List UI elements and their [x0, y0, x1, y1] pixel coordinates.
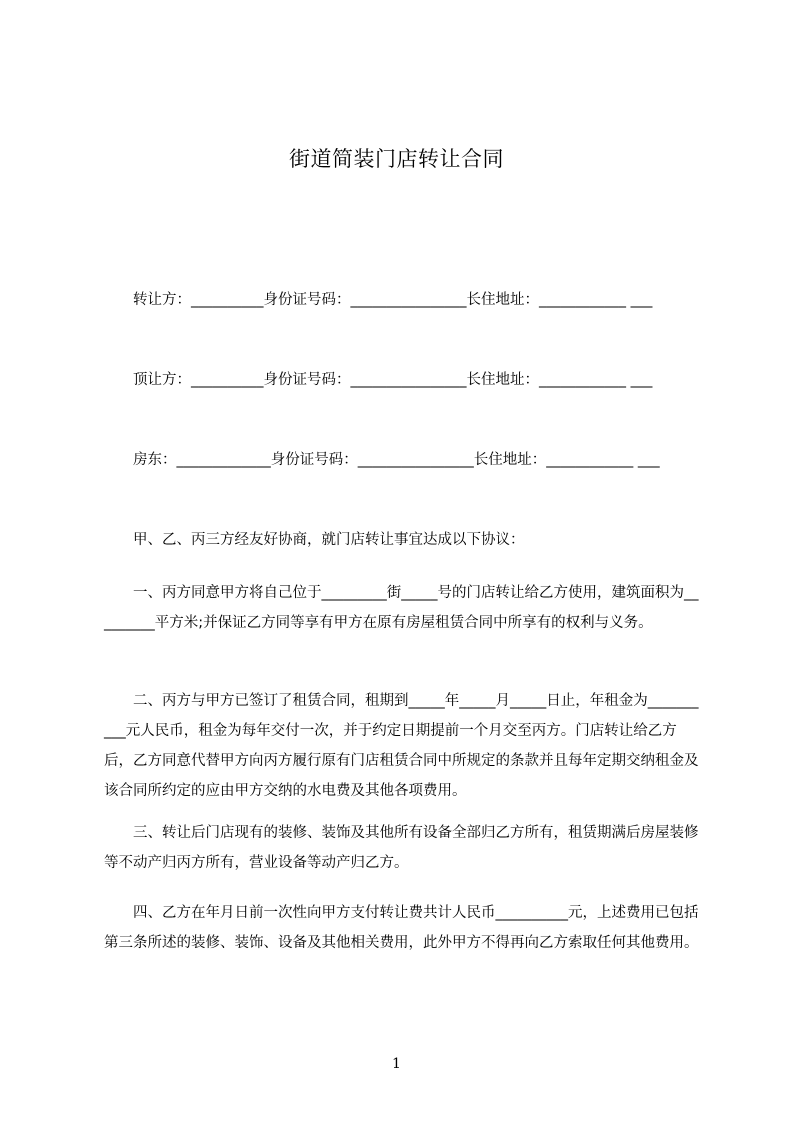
party-transferee-line: 顶让方：__________身份证号码：________________长住地址：____________ ___ — [133, 372, 653, 388]
page-number: 1 — [392, 1056, 401, 1072]
clause-1-paragraph: 一、丙方同意甲方将自己位于_________街_____号的门店转让给乙方使用，建筑面积为_________平方米;并保证乙方同等享有甲方在原有房屋租赁合同中所享有的权利与义务。 — [104, 585, 699, 631]
intro-paragraph: 甲、乙、丙三方经友好协商，就门店转让事宜达成以下协议： — [133, 532, 525, 548]
page-title: 街道简装门店转让合同 — [289, 147, 504, 171]
party-landlord-line: 房东：_____________身份证号码：________________长住地址：____________ ___ — [133, 452, 660, 468]
clause-3-paragraph: 三、转让后门店现有的装修、装饰及其他所有设备全部归乙方所有，租赁期满后房屋装修等不动产归丙方所有，营业设备等动产归乙方。 — [104, 825, 699, 871]
clause-4-paragraph: 四、乙方在年月日前一次性向甲方支付转让费共计人民币__________元，上述费用已包括第三条所述的装修、装饰、设备及其他相关费用，此外甲方不得再向乙方索取任何其他费用。 — [104, 905, 699, 951]
party-transferor-line: 转让方：__________身份证号码：________________长住地址：____________ ___ — [133, 292, 653, 308]
clause-2-paragraph: 二、丙方与甲方已签订了租赁合同，租期到_____年_____月_____日止，年租金为__________元人民币，租金为每年交付一次，并于约定日期提前一个月交至丙方。门店转让给乙方后，乙方同意代替甲方向丙方履行原有门店租赁合同中所规定的条款并且每年定期交纳租金及该合同所约定的应由甲方交纳的水电费及其他各项费用。 — [104, 693, 699, 799]
